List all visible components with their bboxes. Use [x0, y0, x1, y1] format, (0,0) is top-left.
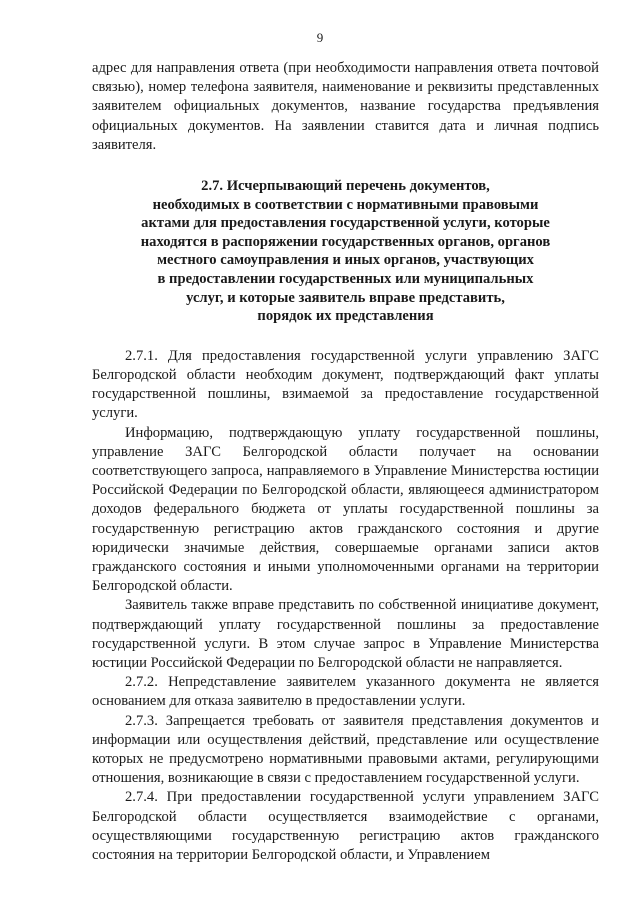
section-heading-line: услуг, и которые заявитель вправе представить, — [186, 289, 505, 306]
section-heading-line: 2.7. Исчерпывающий перечень документов, — [201, 178, 490, 195]
section-heading-line: находятся в распоряжении государственных органов, органов — [140, 233, 551, 250]
section-heading — [92, 177, 599, 326]
paragraph-applicant-initiative: Заявитель также вправе представить по собственной инициативе документ, подтверждающий уплату государственной пошлины за предоставление государственной услуги. В этом случае запрос в Управление Министерства юстиции Российской Федерации по Белгородской области не направляется. — [92, 597, 599, 672]
paragraph-2-7-4: 2.7.4. При предоставлении государственной услуги управлением ЗАГС Белгородской области осуществляется взаимодействие с органами, осуществляющими государственную регистрацию актов гражданского состояния на территории Белгородской области, и Управлением — [92, 789, 599, 864]
page-number: 9 — [316, 30, 324, 45]
page-content — [92, 59, 599, 865]
section-heading-line: в предоставлении государственных или муниципальных — [157, 270, 534, 287]
paragraph-2-7-1: 2.7.1. Для предоставления государственной услуги управлению ЗАГС Белгородской области необходим документ, подтверждающий факт уплаты государственной пошлины, взимаемой за предоставление государственной услуги. — [92, 347, 599, 422]
paragraph-2-7-2: 2.7.2. Непредставление заявителем указанного документа не является основанием для отказа заявителю в предоставлении услуги. — [92, 674, 599, 710]
section-heading-line: необходимых в соответствии с нормативными правовыми — [152, 196, 539, 213]
paragraph-2-7-3: 2.7.3. Запрещается требовать от заявителя представления документов и информации или осуществления действий, представление или осуществление которых не предусмотрено нормативными правовыми актами, регулирующими отношения, возникающие в связи с предоставлением государственной услуги. — [92, 712, 599, 787]
section-heading-line: местного самоуправления и иных органов, участвующих — [157, 252, 534, 269]
section-heading-line: актами для предоставления государственной услуги, которые — [141, 215, 550, 232]
intro-paragraph: адрес для направления ответа (при необходимости направления ответа почтовой связью), номер телефона заявителя, наименование и реквизиты представленных заявителем официальных документов, название государства предъявления официальных документов. На заявлении ставится дата и личная подпись заявителя. — [92, 60, 599, 153]
section-heading-line: порядок их представления — [257, 308, 434, 325]
paragraph-fee-information: Информацию, подтверждающую уплату государственной пошлины, управление ЗАГС Белгородской области получает на основании соответствующего запроса, направляемого в Управление Министерства юстиции Российской Федерации по Белгородской области, являющееся администратором доходов федерального бюджета от уплаты государственной пошлины за государственную регистрацию актов гражданского состояния и другие юридически значимые действия, совершаемые органами записи актов гражданского состояния и иными уполномоченными органами на территории Белгородской области. — [92, 424, 599, 595]
